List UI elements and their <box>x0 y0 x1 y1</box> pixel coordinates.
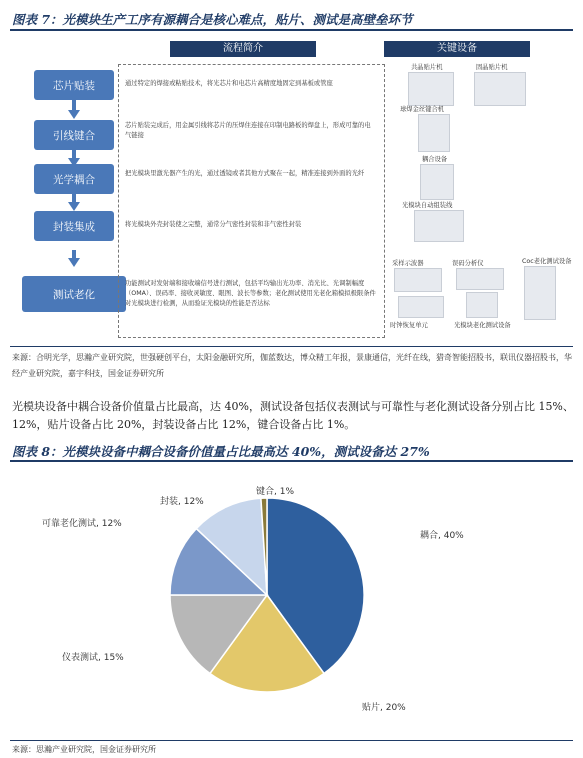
desc-test-aging: 功能测试对发射端和接收端信号进行测试，包括平均输出光功率、消光比、光调制幅度（OMA）、误码率、接收灵敏度、眼图、波长等参数；老化测试使用光老化箱模拟极限条件对光模块进行检测，从而验证光模块的性能是否达标 <box>125 280 376 307</box>
pie-label-4: 封装, 12% <box>160 497 204 507</box>
pie-label-0: 耦合, 40% <box>420 531 464 541</box>
down-arrow-icon <box>68 258 80 267</box>
figure7-top-rule <box>10 29 573 31</box>
desc-optical-coupling: 把光模块里激光器产生的光，通过透镜或者其他方式聚在一起，精准连接到外面的光纤 <box>125 170 365 177</box>
coupling-equipment-image <box>420 164 454 200</box>
equip-label-coupling: 耦合设备 <box>422 156 448 163</box>
equip-label-die-bonder: 固晶贴片机 <box>476 64 508 71</box>
equip-label-bert: 误码分析仪 <box>452 260 484 267</box>
step-optical-coupling: 光学耦合 <box>34 164 114 194</box>
clock-recovery-image <box>398 296 444 318</box>
equip-label-clock-recovery: 时钟恢复单元 <box>390 322 428 329</box>
desc-wire-bond: 芯片贴装完成后，用金属引线将芯片的压焊住连接在印制电路板的焊盘上，形成可靠的电气链接 <box>125 122 371 139</box>
equip-label-assembly-line: 光模块自动组装线 <box>402 202 453 209</box>
flow-description-panel <box>118 64 385 338</box>
down-arrow-icon <box>68 110 80 119</box>
equip-label-coc-aging: Coc老化测试设备 <box>522 258 572 265</box>
equipment-header: 关键设备 <box>384 41 530 57</box>
figure7-source: 来源：合明光学，思瀚产业研究院，世强硬创平台，太阳金融研究所，伽蓝数达，博众精工年报，景康通信，光纤在线，猎奇智能招股书，联讯仪器招股书，华经产业研究院，嘉宇科技，国金证券研究所 <box>12 353 572 378</box>
step-wire-bond: 引线键合 <box>34 120 114 150</box>
pie-chart <box>0 466 583 736</box>
coc-aging-image <box>524 266 556 320</box>
equip-label-oscilloscope: 采样示波器 <box>392 260 424 267</box>
equip-label-module-aging: 光模块老化测试设备 <box>454 322 511 329</box>
pie-label-3: 可靠老化测试, 12% <box>42 519 122 529</box>
equipment-panel <box>390 62 570 342</box>
ball-bonder-image <box>418 114 450 152</box>
flow-header: 流程简介 <box>170 41 316 57</box>
figure7-bottom-rule <box>10 346 573 347</box>
down-arrow-icon <box>68 202 80 211</box>
module-aging-image <box>466 292 498 318</box>
equip-label-ball-bonder: 球焊金丝键合机 <box>400 106 445 113</box>
eutectic-machine-image <box>408 72 454 106</box>
step-chip-mount: 芯片贴装 <box>34 70 114 100</box>
figure8-source: 来源：思瀚产业研究院，国金证券研究所 <box>12 745 156 754</box>
bert-image <box>456 268 504 290</box>
pie-label-5: 键合, 1% <box>256 487 294 497</box>
figure8-bottom-rule <box>10 740 573 741</box>
pie-label-2: 仪表测试, 15% <box>62 653 124 663</box>
desc-packaging: 将光模块外壳封装使之完整，通常分气密性封装和非气密性封装 <box>125 221 302 228</box>
die-bonder-image <box>474 72 526 106</box>
body-paragraph: 光模块设备中耦合设备价值量占比最高，达 40%，测试设备包括仪表测试与可靠性与老化测试设备分别占比 15%、12%，贴片设备占比 20%，封装设备占比 12%，键合设备占比 1%。 <box>12 400 574 431</box>
assembly-line-image <box>414 210 464 242</box>
figure7-title: 图表 7：光模块生产工序有源耦合是核心难点，贴片、测试是高壁垒环节 <box>12 12 413 27</box>
step-packaging: 封装集成 <box>34 211 114 241</box>
figure8-title: 图表 8：光模块设备中耦合设备价值量占比最高达 40%，测试设备达 27% <box>12 444 430 459</box>
equip-label-eutectic: 共晶贴片机 <box>411 64 443 71</box>
step-test-aging: 测试老化 <box>22 276 126 312</box>
pie-label-1: 贴片, 20% <box>362 703 406 713</box>
figure8-top-rule <box>10 460 573 462</box>
oscilloscope-image <box>394 268 442 292</box>
desc-chip-mount: 通过特定的焊接或粘贴技术，将光芯片和电芯片高精度地固定到基板或管座 <box>125 80 333 87</box>
